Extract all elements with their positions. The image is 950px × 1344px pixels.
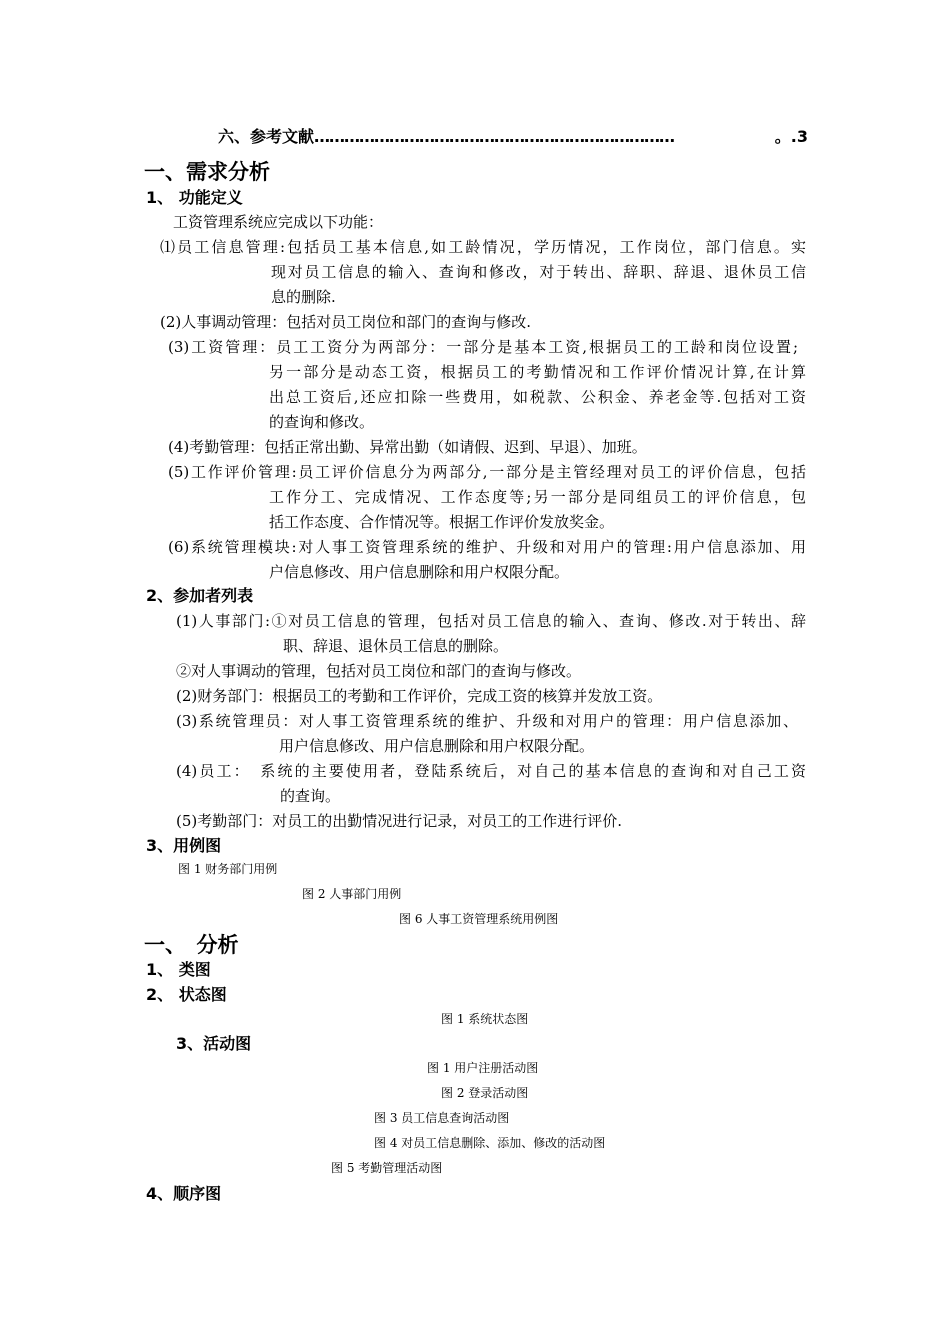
list-item: (4)考勤管理：包括正常出勤、异常出勤（如请假、迟到、早退）、加班。: [168, 438, 647, 456]
subsection-title: 2、参加者列表: [146, 586, 254, 605]
list-item: ②对人事调动的管理，包括对员工岗位和部门的查询与修改。: [176, 662, 582, 680]
list-item-cont: 的查询。: [280, 787, 341, 805]
list-item: (3)系统管理员：对人事工资管理系统的维护、升级和对用户的管理：用户信息添加、: [176, 712, 798, 730]
list-item-cont: 息的删除.: [271, 288, 336, 306]
list-item: (6)系统管理模块:对人事工资管理系统的维护、升级和对用户的管理:用户信息添加、用: [168, 538, 806, 556]
list-item-cont: 出总工资后,还应扣除一些费用，如税款、公积金、养老金等.包括对工资: [269, 388, 806, 406]
toc-page: 。.3: [774, 127, 808, 146]
toc-dots: ………………………………………………………………: [314, 127, 675, 146]
subsection-title: 3、活动图: [176, 1034, 252, 1053]
toc-entry: [218, 126, 808, 148]
subsection-title: 1、 功能定义: [146, 188, 243, 207]
figure-caption: 图 1 用户注册活动图: [427, 1061, 539, 1075]
list-item-cont: 户信息修改、用户信息删除和用户权限分配。: [269, 563, 570, 581]
figure-caption: 图 2 登录活动图: [441, 1086, 529, 1100]
figure-caption: 图 6 人事工资管理系统用例图: [399, 912, 559, 926]
subsection-title: 1、 类图: [146, 960, 211, 979]
subsection-title: 4、顺序图: [146, 1184, 222, 1203]
list-item-cont: 的查询和修改。: [269, 413, 375, 431]
subsection-title: 2、 状态图: [146, 985, 227, 1004]
list-item: ⑴员工信息管理:包括员工基本信息,如工龄情况，学历情况，工作岗位，部门信息。实: [160, 238, 806, 256]
list-item-cont: 职、辞退、退休员工信息的删除。: [283, 637, 509, 655]
figure-caption: 图 3 员工信息查询活动图: [374, 1111, 510, 1125]
list-item-cont: 工作分工、完成情况、工作态度等;另一部分是同组员工的评价信息，包: [269, 488, 806, 506]
list-item: (2)财务部门：根据员工的考勤和工作评价，完成工资的核算并发放工资。: [176, 687, 663, 705]
list-item: (2)人事调动管理：包括对员工岗位和部门的查询与修改.: [160, 313, 532, 331]
list-item: (3)工资管理：员工工资分为两部分：一部分是基本工资,根据员工的工龄和岗位设置;: [168, 338, 798, 356]
figure-caption: 图 4 对员工信息删除、添加、修改的活动图: [374, 1136, 606, 1150]
list-item-cont: 现对员工信息的输入、查询和修改，对于转出、辞职、辞退、退休员工信: [271, 263, 806, 281]
list-item: (5)考勤部门：对员工的出勤情况进行记录，对员工的工作进行评价.: [176, 812, 623, 830]
figure-caption: 图 2 人事部门用例: [302, 887, 402, 901]
figure-caption: 图 5 考勤管理活动图: [331, 1161, 443, 1175]
figure-caption: 图 1 财务部门用例: [178, 862, 278, 876]
list-item: (4)员工： 系统的主要使用者，登陆系统后，对自己的基本信息的查询和对自己工资: [176, 762, 806, 780]
list-item: (5)工作评价管理:员工评价信息分为两部分,一部分是主管经理对员工的评价信息，包括: [168, 463, 806, 481]
list-item: (1)人事部门:①对员工信息的管理，包括对员工信息的输入、查询、修改.对于转出、辞: [176, 612, 806, 630]
figure-caption: 图 1 系统状态图: [441, 1012, 529, 1026]
section-title: 一、需求分析: [144, 160, 270, 184]
list-item-cont: 另一部分是动态工资，根据员工的考勤情况和工作评价情况计算,在计算: [269, 363, 806, 381]
list-item-cont: 用户信息修改、用户信息删除和用户权限分配。: [279, 737, 595, 755]
section-title: 一、 分析: [144, 933, 239, 957]
toc-item: 六、参考文献: [218, 127, 315, 146]
list-item-cont: 括工作态度、合作情况等。根据工作评价发放奖金。: [269, 513, 615, 531]
subsection-title: 3、用例图: [146, 836, 222, 855]
paragraph: 工资管理系统应完成以下功能：: [173, 213, 384, 231]
